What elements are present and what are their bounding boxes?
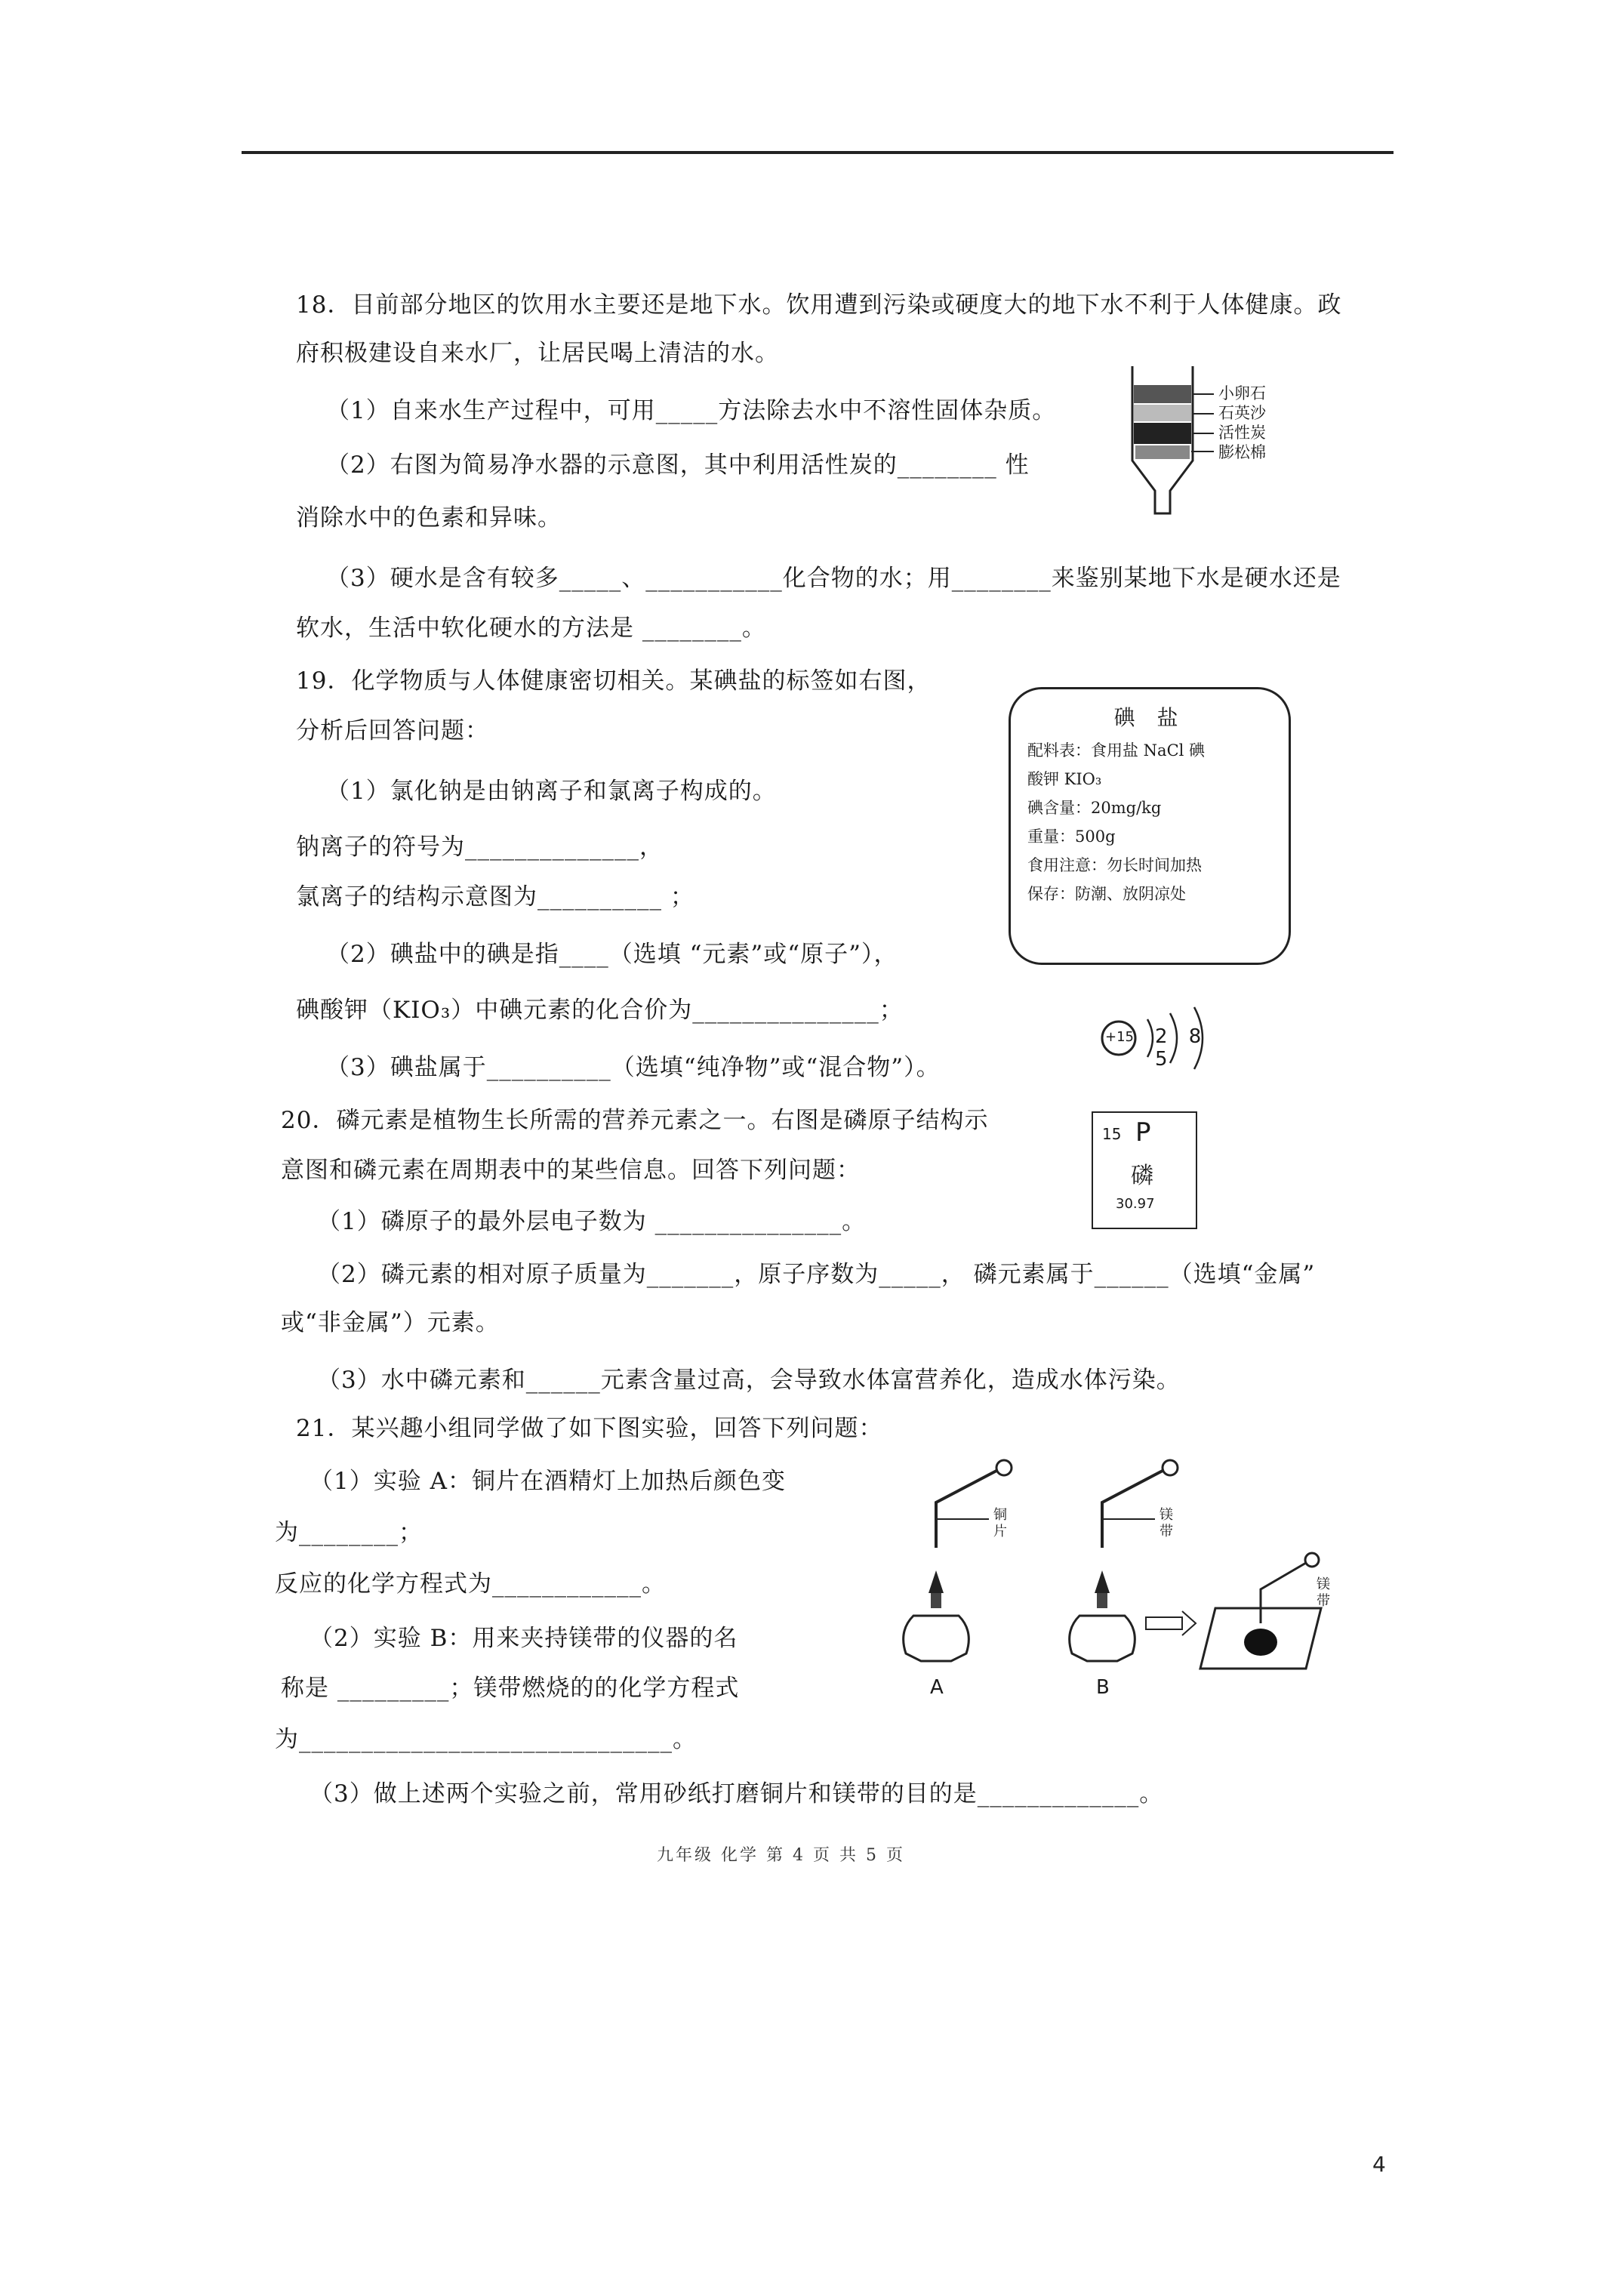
- q20-part1: （1）磷原子的最外层电子数为 _______________。: [317, 1208, 867, 1235]
- q21-stem: 21．某兴趣小组同学做了如下图实验，回答下列问题：: [296, 1415, 883, 1442]
- q18-part3: （3）硬水是含有较多_____、___________化合物的水；用________来鉴别某地下水是硬水还是: [326, 565, 1341, 592]
- q19-part2: （2）碘盐中的碘是指____（选填 “元素”或“原子”），: [326, 941, 898, 968]
- q19-stem-line2: 分析后回答问题：: [296, 717, 489, 744]
- q19-part2-cont: 碘酸钾（KIO₃）中碘元素的化合价为_______________；: [296, 997, 904, 1024]
- fig-label-mg1: 镁带: [1160, 1507, 1173, 1539]
- q20-part2: （2）磷元素的相对原子质量为_______，原子序数为_____， 磷元素属于______（选填“金属”: [317, 1261, 1316, 1288]
- q19-part1-sodium: 钠离子的符号为______________，: [296, 834, 664, 861]
- q18-part1: （1）自来水生产过程中，可用_____方法除去水中不溶性固体杂质。: [326, 397, 1057, 424]
- q20-stem-line1: 20．磷元素是植物生长所需的营养元素之一。右图是磷原子结构示: [281, 1107, 989, 1134]
- experiment-diagram: [883, 1457, 1336, 1706]
- cell-name: 磷: [1131, 1163, 1153, 1189]
- page-number: 4: [1372, 2152, 1386, 2177]
- q21-part1-equation: 反应的化学方程式为____________。: [275, 1570, 666, 1598]
- q18-stem-line1: 18．目前部分地区的饮用水主要还是地下水。饮用遭到污染或硬度大的地下水不利于人体健康。政: [296, 291, 1342, 319]
- phosphorus-atom-diagram: [1095, 997, 1230, 1080]
- q18-part3-cont: 软水，生活中软化硬水的方法是 ________。: [296, 615, 766, 642]
- cell-symbol: P: [1135, 1117, 1151, 1148]
- q20-stem-line2: 意图和磷元素在周期表中的某些信息。回答下列问题：: [281, 1157, 861, 1184]
- phosphorus-periodic-cell: [1092, 1111, 1197, 1229]
- salt-label-title: 碘 盐: [1113, 705, 1186, 730]
- q20-part3: （3）水中磷元素和______元素含量过高，会导致水体富营养化，造成水体污染。: [317, 1367, 1181, 1394]
- q19-part1: （1）氯化钠是由钠离子和氯离子构成的。: [326, 778, 777, 805]
- water-filter-diagram: [1125, 362, 1321, 529]
- page-footer: 九年级 化学 第 4 页 共 5 页: [657, 1846, 905, 1865]
- q18-part2-cont: 消除水中的色素和异味。: [296, 504, 562, 532]
- q18-stem-line2: 府积极建设自来水厂，让居民喝上清洁的水。: [296, 340, 779, 367]
- q21-part1: （1）实验 A：铜片在酒精灯上加热后颜色变: [310, 1468, 786, 1495]
- fig-label-b: B: [1096, 1676, 1110, 1699]
- atom-shells: 2 8 5: [1155, 1025, 1209, 1071]
- filter-label-sand: 石英沙: [1218, 404, 1266, 422]
- header-rule: [242, 151, 1394, 154]
- salt-label-line6: 保存：防潮、放阴凉处: [1027, 885, 1186, 903]
- q19-part1-chloride: 氯离子的结构示意图为__________ ；: [296, 883, 694, 911]
- salt-label-line1: 配料表：食用盐 NaCl 碘: [1027, 741, 1206, 760]
- q19-stem-line1: 19．化学物质与人体健康密切相关。某碘盐的标签如右图，: [296, 667, 932, 695]
- salt-label-line5: 食用注意：勿长时间加热: [1027, 856, 1202, 874]
- cell-atomic-mass: 30.97: [1116, 1196, 1155, 1212]
- q21-part3: （3）做上述两个实验之前，常用砂纸打磨铜片和镁带的目的是_____________。: [310, 1780, 1164, 1808]
- fig-label-a: A: [930, 1676, 944, 1699]
- q21-part2-cont: 称是 _________；镁带燃烧的的化学方程式: [281, 1675, 740, 1702]
- filter-label-pebble: 小卵石: [1218, 384, 1266, 402]
- filter-label-cotton: 膨松棉: [1218, 443, 1266, 461]
- q21-part2: （2）实验 B：用来夹持镁带的仪器的名: [310, 1625, 738, 1652]
- iodized-salt-label: [1009, 687, 1291, 965]
- fig-label-mg2: 镁带: [1317, 1576, 1330, 1609]
- q19-part3: （3）碘盐属于__________（选填“纯净物”或“混合物”）。: [326, 1054, 941, 1081]
- atom-nucleus: +15: [1105, 1029, 1134, 1045]
- q18-part2: （2）右图为简易净水器的示意图，其中利用活性炭的________ 性: [326, 451, 1030, 479]
- filter-label-carbon: 活性炭: [1218, 424, 1266, 442]
- q21-part2-equation: 为______________________________。: [275, 1726, 697, 1753]
- q21-part1-cont: 为________；: [275, 1519, 423, 1546]
- salt-label-line3: 碘含量：20mg/kg: [1027, 799, 1162, 817]
- cell-atomic-number: 15: [1102, 1125, 1122, 1143]
- fig-label-copper: 铜片: [993, 1507, 1007, 1539]
- salt-label-line4: 重量：500g: [1027, 827, 1116, 846]
- salt-label-line2: 酸钾 KIO₃: [1027, 770, 1102, 788]
- q20-part2-cont: 或“非金属”）元素。: [281, 1309, 500, 1336]
